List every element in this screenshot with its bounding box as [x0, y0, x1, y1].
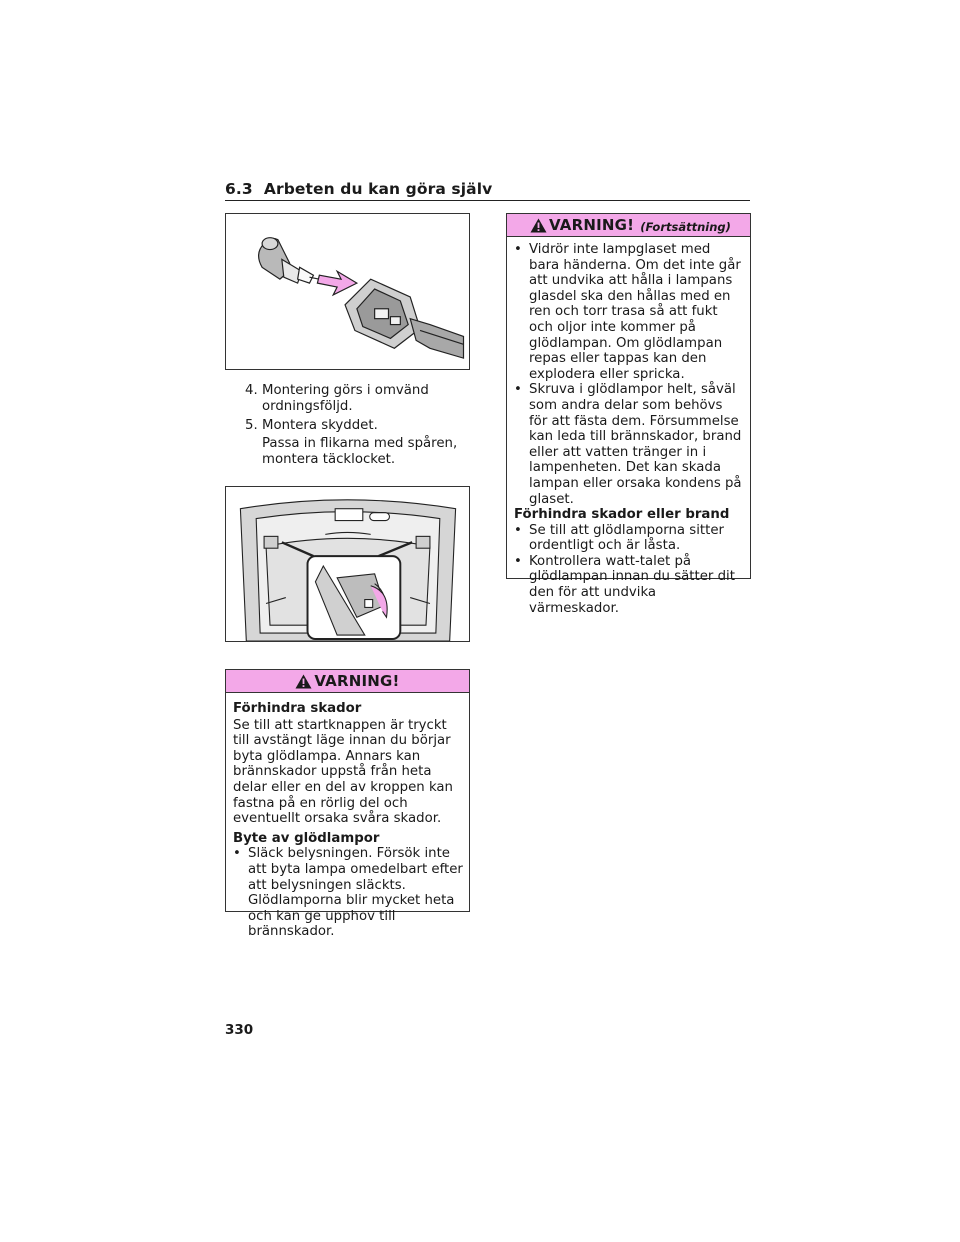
warning-bullet-text: Kontrollera watt-talet på glödlampan innan du sätter dit den för att undvika värmeskador.	[529, 553, 735, 616]
step-5-description: Passa in flikarna med spåren, montera täcklocket.	[262, 436, 458, 467]
warning-triangle-icon	[530, 218, 547, 233]
warning-paragraph: Se till att startknappen är tryckt till avstängt läge innan du börjar byta glödlampa. Annars kan brännskador uppstå från heta delar eller en del av kroppen kan fastna på en rörlig del och eventuellt orsaka svåra skador.	[233, 717, 453, 827]
warning-bullet	[514, 382, 744, 507]
warning-heading-prevent-damage: Förhindra skador	[233, 701, 362, 716]
warning-heading-bulb-change: Byte av glödlampor	[233, 830, 380, 846]
warning-bullet-text: Släck belysningen. Försök inte att byta lampa omedelbart efter att belysningen släckts. Glödlamporna blir mycket heta och kan ge upphov till brännskador.	[248, 846, 463, 940]
warning-bullet-text: Skruva i glödlampor helt, såväl som andra delar som behövs för att fästa dem. Försummelse kan leda till brännskador, brand eller att vatten tränger in i lampenheten. Det kan skada lampan eller orsaka kondens på glaset.	[529, 382, 742, 507]
bullet-marker: •	[514, 382, 522, 398]
warning-bullet-text: Se till att glödlamporna sitter ordentligt och är låsta.	[529, 522, 724, 554]
warning-bullet	[233, 846, 463, 940]
warning-title: VARNING!	[314, 672, 400, 690]
bullet-marker: •	[233, 846, 241, 862]
warning-subtitle: (Fortsättning)	[640, 219, 731, 234]
warning-box	[225, 669, 470, 940]
step-4-text: Montering görs i omvänd ordningsföljd.	[262, 383, 429, 414]
section-number: 6.3	[225, 180, 253, 198]
tailgate-illustration	[225, 486, 470, 642]
warning-heading-prevent-fire: Förhindra skador eller brand	[514, 507, 730, 523]
warning-continued-box	[506, 213, 751, 616]
bulb-socket-illustration	[225, 213, 470, 370]
step-5-number: 5.	[245, 418, 258, 433]
warning-bullet	[514, 554, 744, 616]
section-header	[225, 179, 750, 201]
bullet-marker: •	[514, 522, 522, 538]
bullet-marker: •	[514, 242, 522, 257]
bullet-marker: •	[514, 553, 522, 569]
step-4	[245, 383, 470, 414]
page-number: 330	[225, 1022, 254, 1038]
step-5-text: Montera skyddet.	[262, 418, 378, 433]
step-5	[245, 418, 470, 434]
warning-bullet	[514, 242, 744, 382]
warning-bullet-text: Vidrör inte lampglaset med bara händerna. Om det inte går att undvika att hålla i lampans glasdel ska den hållas med en ren och torr trasa så att fukt och oljor inte kommer på glödlampan. Om glödlampan repas eller tappas kan den explodera eller spricka.	[529, 242, 741, 382]
warning-bullet	[514, 523, 744, 554]
warning-header	[226, 670, 469, 693]
section-title: Arbeten du kan göra själv	[263, 180, 493, 198]
warning-triangle-icon	[295, 674, 312, 689]
step-4-number: 4.	[245, 383, 258, 398]
warning-header	[507, 214, 750, 237]
warning-title: VARNING!	[549, 216, 635, 234]
